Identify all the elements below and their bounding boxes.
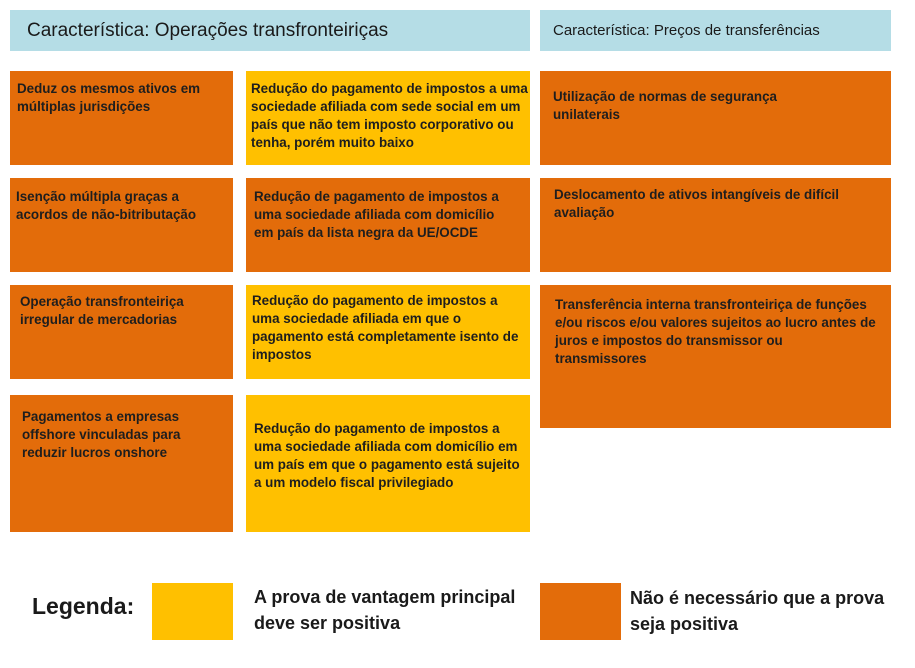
box-col2-sede-social: Redução do pagamento de impostos a uma sociedade afiliada com sede social em um país que não tem imposto corporativo ou tenha, porém muito baixo: [246, 71, 530, 165]
box-col2-isento: Redução do pagamento de impostos a uma sociedade afiliada em que o pagamento está completamente isento de impostos: [246, 285, 530, 379]
box-col1-operacao: Operação transfronteiriça irregular de mercadorias: [10, 285, 233, 379]
header-cross-border-operations: [10, 10, 530, 51]
box-col1-deduz: Deduz os mesmos ativos em múltiplas jurisdições: [10, 71, 233, 165]
legend-yellow-text: A prova de vantagem principal deve ser positiva: [254, 587, 516, 633]
header-right-title: Característica: Preços de transferências: [553, 22, 820, 39]
box-col2-lista-negra: Redução de pagamento de impostos a uma sociedade afiliada com domicílio em país da lista negra da UE/OCDE: [246, 178, 530, 272]
box-col3-normas: Utilização de normas de segurança unilaterais: [540, 71, 891, 165]
legend-orange-swatch: [540, 583, 621, 640]
legend-orange-text: Não é necessário que a prova seja positiva: [630, 588, 885, 634]
box-col3-intangiveis: Deslocamento de ativos intangíveis de difícil avaliação: [540, 178, 891, 272]
box-col1-pagamentos: Pagamentos a empresas offshore vinculadas para reduzir lucros onshore: [10, 395, 233, 532]
box-col3-transferencia: Transferência interna transfronteiriça de funções e/ou riscos e/ou valores sujeitos ao lucro antes de juros e impostos do transmissor ou transmissores: [540, 285, 891, 428]
box-col2-privilegiado: Redução do pagamento de impostos a uma sociedade afiliada com domicílio em um país em que o pagamento está sujeito a um modelo fiscal privilegiado: [246, 395, 530, 532]
box-col1-isencao: Isenção múltipla graças a acordos de não-bitributação: [10, 178, 233, 272]
header-left-title: Característica: Operações transfronteiriças: [27, 19, 389, 41]
header-transfer-pricing: [540, 10, 891, 51]
legend-title: Legenda:: [32, 593, 135, 619]
legend-yellow-swatch: [152, 583, 233, 640]
